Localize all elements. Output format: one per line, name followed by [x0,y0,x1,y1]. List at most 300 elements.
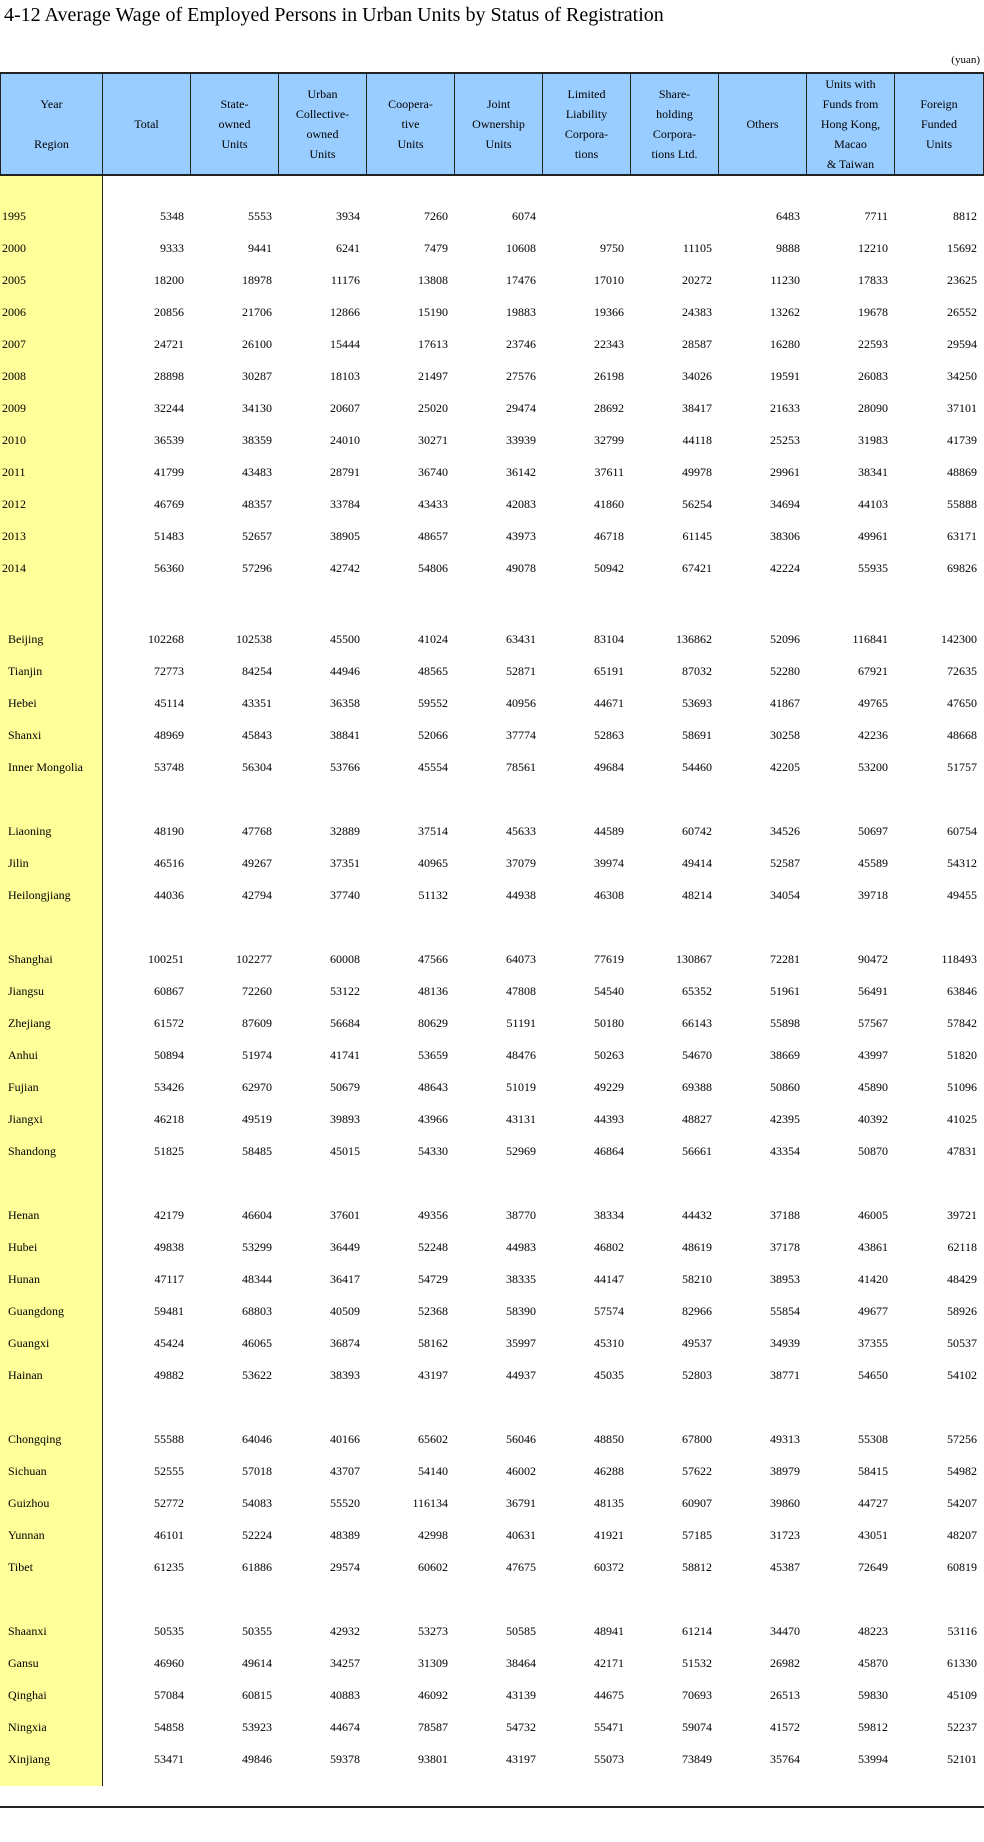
table-cell: 37601 [330,1208,360,1222]
table-cell: 43351 [242,696,272,710]
table-cell: 43861 [858,1240,888,1254]
table-cell: 62118 [947,1240,977,1254]
table-cell: 45015 [330,1144,360,1158]
table-cell: 78561 [506,760,536,774]
table-cell: 7479 [424,241,448,255]
table-cell: 60907 [682,1496,712,1510]
table-cell: 42171 [594,1656,624,1670]
row-label: Shanghai [8,952,53,966]
table-cell: 60819 [947,1560,977,1574]
table-cell: 50942 [594,561,624,575]
table-cell: 9441 [248,241,272,255]
table-cell: 25253 [770,433,800,447]
table-cell: 45310 [594,1336,624,1350]
table-cell: 43197 [506,1752,536,1766]
row-label: 2011 [2,465,26,479]
table-cell: 9333 [160,241,184,255]
table-cell: 60867 [154,984,184,998]
table-cell: 53299 [242,1240,272,1254]
column-header-label: Total [134,117,159,131]
row-label: 2010 [2,433,26,447]
table-cell: 43354 [770,1144,800,1158]
table-cell: 42236 [858,728,888,742]
table-cell: 59812 [858,1720,888,1734]
table-cell: 17476 [506,273,536,287]
table-cell: 24010 [330,433,360,447]
table-cell: 102268 [148,632,184,646]
table-cell: 47566 [418,952,448,966]
table-cell: 9888 [776,241,800,255]
table-cell: 46718 [594,529,624,543]
table-cell: 57842 [947,1016,977,1030]
table-cell: 54140 [418,1464,448,1478]
table-cell: 34526 [770,824,800,838]
table-cell: 58162 [418,1336,448,1350]
row-label: Xinjiang [8,1752,50,1766]
table-cell: 26513 [770,1688,800,1702]
table-cell: 33939 [506,433,536,447]
table-cell: 10608 [506,241,536,255]
row-label: 2012 [2,497,26,511]
table-cell: 26982 [770,1656,800,1670]
table-row [0,1461,984,1481]
table-cell: 46769 [154,497,184,511]
table-cell: 46604 [242,1208,272,1222]
table-cell: 53426 [154,1080,184,1094]
table-cell: 13262 [770,305,800,319]
table-cell: 38669 [770,1048,800,1062]
table-cell: 19591 [770,369,800,383]
row-label: Beijing [8,632,44,646]
column-header-label: Others [746,117,779,131]
row-label: 2009 [2,401,26,415]
table-cell: 44675 [594,1688,624,1702]
table-cell: 53622 [242,1368,272,1382]
table-cell: 34939 [770,1336,800,1350]
table-row [0,302,984,322]
table-cell: 61145 [682,529,712,543]
table-cell: 82966 [682,1304,712,1318]
table-cell: 58210 [682,1272,712,1286]
table-cell: 40166 [330,1432,360,1446]
table-cell: 53748 [154,760,184,774]
table-cell: 43483 [242,465,272,479]
column-header-label: Share- holding Corpora- tions Ltd. [651,87,698,161]
table-cell: 46101 [154,1528,184,1542]
table-cell: 48850 [594,1432,624,1446]
table-cell: 19883 [506,305,536,319]
table-row [0,981,984,1001]
table-cell: 42742 [330,561,360,575]
table-cell: 44432 [682,1208,712,1222]
table-cell: 45109 [947,1688,977,1702]
table-cell: 46005 [858,1208,888,1222]
table-cell: 43197 [418,1368,448,1382]
table-cell: 48214 [682,888,712,902]
table-cell: 12866 [330,305,360,319]
table-row [0,1269,984,1289]
table-cell: 43051 [858,1528,888,1542]
table-cell: 49765 [858,696,888,710]
table-cell: 37101 [947,401,977,415]
row-label: Sichuan [8,1464,47,1478]
table-cell: 17833 [858,273,888,287]
table-cell: 49846 [242,1752,272,1766]
table-cell: 54330 [418,1144,448,1158]
table-cell: 49229 [594,1080,624,1094]
table-cell: 37178 [770,1240,800,1254]
table-cell: 36874 [330,1336,360,1350]
table-cell: 21706 [242,305,272,319]
table-cell: 28090 [858,401,888,415]
table-cell: 53923 [242,1720,272,1734]
table-cell: 52248 [418,1240,448,1254]
table-cell: 56491 [858,984,888,998]
table-cell: 37740 [330,888,360,902]
table-cell: 47117 [154,1272,184,1286]
table-cell: 37355 [858,1336,888,1350]
table-cell: 37188 [770,1208,800,1222]
table-row [0,1493,984,1513]
table-cell: 65191 [594,664,624,678]
table-cell: 49455 [947,888,977,902]
table-cell: 49684 [594,760,624,774]
table-cell: 27576 [506,369,536,383]
table-row [0,949,984,969]
table-cell: 87609 [242,1016,272,1030]
table-cell: 57574 [594,1304,624,1318]
table-cell: 41024 [418,632,448,646]
table-cell: 54982 [947,1464,977,1478]
table-cell: 54083 [242,1496,272,1510]
table-cell: 43433 [418,497,448,511]
table-cell: 48223 [858,1624,888,1638]
table-cell: 48668 [947,728,977,742]
table-cell: 46218 [154,1112,184,1126]
table-cell: 54806 [418,561,448,575]
table-cell: 38306 [770,529,800,543]
table-cell: 34130 [242,401,272,415]
table-cell: 36417 [330,1272,360,1286]
row-label: Liaoning [8,824,52,838]
table-cell: 39860 [770,1496,800,1510]
table-cell: 18200 [154,273,184,287]
table-cell: 55308 [858,1432,888,1446]
table-cell: 34470 [770,1624,800,1638]
table-cell: 56684 [330,1016,360,1030]
table-row [0,1237,984,1257]
row-label: Zhejiang [8,1016,51,1030]
table-cell: 52863 [594,728,624,742]
table-cell: 44937 [506,1368,536,1382]
table-cell: 7711 [864,209,888,223]
table-cell: 51974 [242,1048,272,1062]
table-cell: 50860 [770,1080,800,1094]
table-cell: 130867 [676,952,712,966]
table-cell: 50535 [154,1624,184,1638]
table-cell: 80629 [418,1016,448,1030]
table-cell: 46308 [594,888,624,902]
table-cell: 52803 [682,1368,712,1382]
column-header [807,72,895,176]
row-label: Guizhou [8,1496,50,1510]
table-cell: 26552 [947,305,977,319]
table-row [0,1429,984,1449]
table-cell: 55588 [154,1432,184,1446]
row-label: Anhui [8,1048,38,1062]
table-cell: 52871 [506,664,536,678]
table-cell: 50355 [242,1624,272,1638]
table-cell: 54858 [154,1720,184,1734]
table-cell: 49537 [682,1336,712,1350]
table-cell: 42224 [770,561,800,575]
table-cell: 44147 [594,1272,624,1286]
table-cell: 93801 [418,1752,448,1766]
table-cell: 58485 [242,1144,272,1158]
column-header [0,72,103,176]
table-cell: 53659 [418,1048,448,1062]
row-label: Yunnan [8,1528,45,1542]
table-cell: 44938 [506,888,536,902]
row-label: Henan [8,1208,40,1222]
table-cell: 57296 [242,561,272,575]
table-cell: 57622 [682,1464,712,1478]
table-cell: 41025 [947,1112,977,1126]
table-cell: 52772 [154,1496,184,1510]
table-cell: 60815 [242,1688,272,1702]
table-cell: 42205 [770,760,800,774]
table-cell: 57185 [682,1528,712,1542]
table-cell: 52224 [242,1528,272,1542]
table-cell: 60008 [330,952,360,966]
table-cell: 24721 [154,337,184,351]
table-cell: 17010 [594,273,624,287]
table-cell: 69388 [682,1080,712,1094]
table-cell: 15692 [947,241,977,255]
table-row [0,1333,984,1353]
table-cell: 70693 [682,1688,712,1702]
table-cell: 9750 [600,241,624,255]
table-cell: 102538 [236,632,272,646]
row-label: Heilongjiang [8,888,71,902]
table-cell: 61214 [682,1624,712,1638]
table-cell: 38359 [242,433,272,447]
table-cell: 48941 [594,1624,624,1638]
table-cell: 47831 [947,1144,977,1158]
table-cell: 67800 [682,1432,712,1446]
table-cell: 56046 [506,1432,536,1446]
row-label: 2006 [2,305,26,319]
table-cell: 34694 [770,497,800,511]
table-row [0,1141,984,1161]
table-cell: 40965 [418,856,448,870]
table-cell: 51961 [770,984,800,998]
table-cell: 51483 [154,529,184,543]
table-title: 4-12 Average Wage of Employed Persons in Urban Units by Status of Registration [4,4,664,26]
table-cell: 39718 [858,888,888,902]
table-cell: 61330 [947,1656,977,1670]
table-cell: 41799 [154,465,184,479]
table-cell: 36142 [506,465,536,479]
table-row [0,1525,984,1545]
table-cell: 69826 [947,561,977,575]
table-cell: 39974 [594,856,624,870]
row-label: Tibet [8,1560,33,1574]
table-cell: 45424 [154,1336,184,1350]
table-cell: 30258 [770,728,800,742]
table-cell: 63171 [947,529,977,543]
table-row [0,1717,984,1737]
table-cell: 57567 [858,1016,888,1030]
table-cell: 35997 [506,1336,536,1350]
table-cell: 6074 [512,209,536,223]
table-cell: 49356 [418,1208,448,1222]
row-label: Gansu [8,1656,39,1670]
table-cell: 52280 [770,664,800,678]
table-cell: 116841 [852,632,888,646]
table-cell: 56661 [682,1144,712,1158]
row-label: Fujian [8,1080,39,1094]
table-cell: 45589 [858,856,888,870]
table-cell: 43707 [330,1464,360,1478]
table-cell: 42179 [154,1208,184,1222]
table-cell: 38771 [770,1368,800,1382]
table-cell: 54732 [506,1720,536,1734]
table-cell: 21497 [418,369,448,383]
table-cell: 31309 [418,1656,448,1670]
table-cell: 52096 [770,632,800,646]
table-cell: 28898 [154,369,184,383]
table-cell: 44983 [506,1240,536,1254]
table-cell: 55520 [330,1496,360,1510]
table-row [0,526,984,546]
table-cell: 41420 [858,1272,888,1286]
table-cell: 48136 [418,984,448,998]
row-label: Shaanxi [8,1624,47,1638]
table-cell: 45554 [418,760,448,774]
table-cell: 49313 [770,1432,800,1446]
table-cell: 48389 [330,1528,360,1542]
table-cell: 118493 [941,952,977,966]
table-cell: 48429 [947,1272,977,1286]
table-cell: 51757 [947,760,977,774]
table-cell: 22593 [858,337,888,351]
table-cell: 37079 [506,856,536,870]
table-cell: 22343 [594,337,624,351]
table-cell: 53122 [330,984,360,998]
table-cell: 45890 [858,1080,888,1094]
table-cell: 55935 [858,561,888,575]
table-cell: 52657 [242,529,272,543]
column-header-label: Units with Funds from Hong Kong, Macao & Taiwan [820,77,881,171]
table-cell: 56360 [154,561,184,575]
table-cell: 38341 [858,465,888,479]
row-label: Hubei [8,1240,38,1254]
table-cell: 46002 [506,1464,536,1478]
table-cell: 34054 [770,888,800,902]
table-cell: 44118 [682,433,712,447]
column-header [367,72,455,176]
table-cell: 48643 [418,1080,448,1094]
table-row [0,334,984,354]
table-cell: 57084 [154,1688,184,1702]
table-cell: 58691 [682,728,712,742]
table-row [0,693,984,713]
table-bottom-rule [0,1806,984,1808]
table-cell: 44393 [594,1112,624,1126]
table-cell: 60372 [594,1560,624,1574]
table-cell: 56304 [242,760,272,774]
row-label: 2008 [2,369,26,383]
table-cell: 53200 [858,760,888,774]
table-cell: 8812 [953,209,977,223]
table-cell: 64046 [242,1432,272,1446]
table-cell: 51191 [506,1016,536,1030]
table-cell: 48207 [947,1528,977,1542]
table-cell: 53994 [858,1752,888,1766]
table-cell: 61886 [242,1560,272,1574]
table-row [0,1045,984,1065]
table-cell: 49677 [858,1304,888,1318]
table-cell: 51820 [947,1048,977,1062]
table-cell: 31723 [770,1528,800,1542]
row-label: Shandong [8,1144,56,1158]
table-row [0,1365,984,1385]
table-cell: 72635 [947,664,977,678]
column-header [543,72,631,176]
table-cell: 43973 [506,529,536,543]
column-header [895,72,984,176]
table-cell: 66143 [682,1016,712,1030]
table-cell: 45500 [330,632,360,646]
column-header [103,72,191,176]
row-label: Hebei [8,696,37,710]
table-cell: 52237 [947,1720,977,1734]
table-row [0,1685,984,1705]
table-cell: 29474 [506,401,536,415]
table-cell: 26100 [242,337,272,351]
table-cell: 48619 [682,1240,712,1254]
column-header-label: Foreign Funded Units [920,97,958,151]
table-cell: 54670 [682,1048,712,1062]
table-cell: 48135 [594,1496,624,1510]
table-cell: 51019 [506,1080,536,1094]
table-cell: 43966 [418,1112,448,1126]
table-cell: 38841 [330,728,360,742]
table-cell: 6483 [776,209,800,223]
table-cell: 38953 [770,1272,800,1286]
table-cell: 72260 [242,984,272,998]
table-row [0,661,984,681]
row-label: 1995 [2,209,26,223]
unit-label: (yuan) [951,54,980,66]
table-cell: 38335 [506,1272,536,1286]
table-cell: 33784 [330,497,360,511]
table-cell: 36449 [330,1240,360,1254]
table-cell: 41572 [770,1720,800,1734]
table-cell: 59378 [330,1752,360,1766]
table-cell: 13808 [418,273,448,287]
table-cell: 58926 [947,1304,977,1318]
table-cell: 43131 [506,1112,536,1126]
table-cell: 45843 [242,728,272,742]
table-cell: 58415 [858,1464,888,1478]
table-cell: 42998 [418,1528,448,1542]
table-cell: 49414 [682,856,712,870]
table-cell: 67921 [858,664,888,678]
table-cell: 18978 [242,273,272,287]
table-row [0,206,984,226]
